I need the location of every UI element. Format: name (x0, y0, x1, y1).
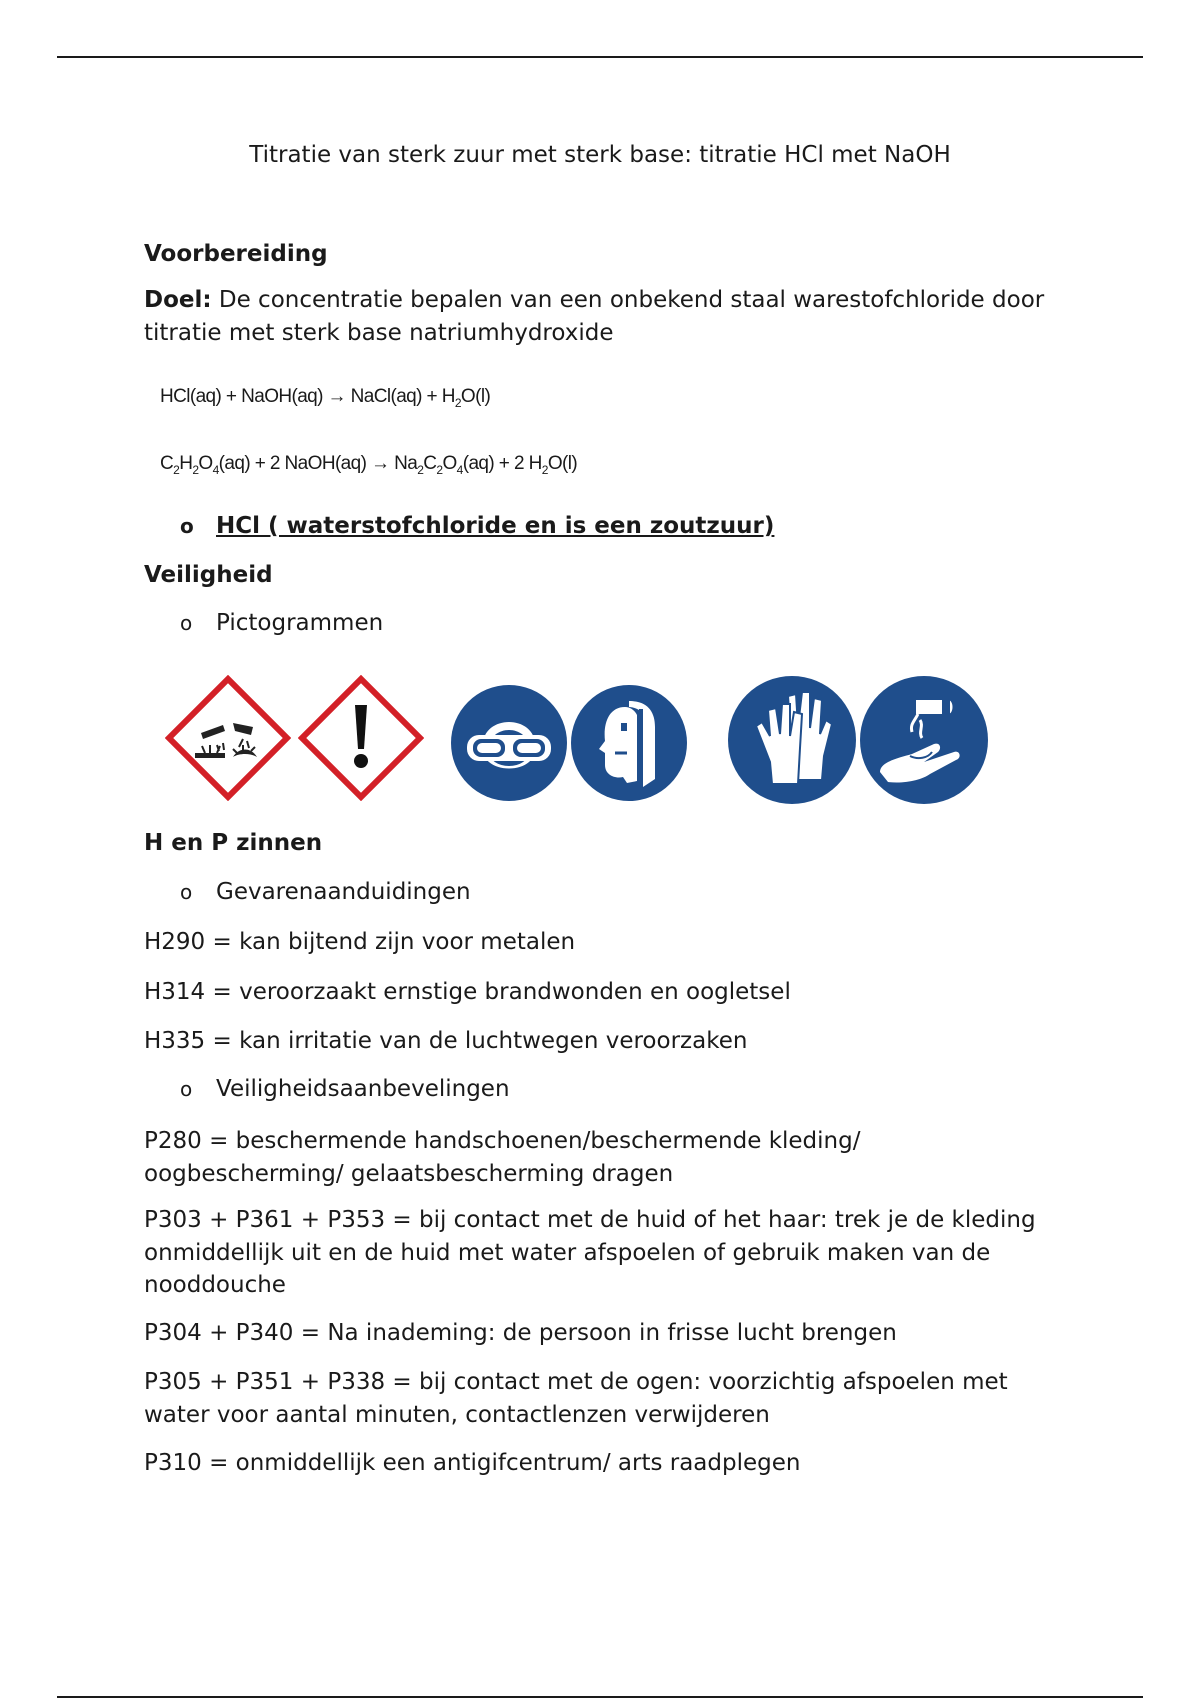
list-item-hcl (180, 510, 774, 542)
safety-goggles-icon (449, 683, 569, 803)
list-item-precaution (180, 1073, 510, 1105)
goal-paragraph (144, 284, 1064, 349)
header-rule (57, 56, 1143, 58)
bullet-mark: o (180, 880, 193, 904)
protective-gloves-icon (726, 674, 858, 806)
hazard-statement: H290 = kan bijtend zijn voor metalen (144, 929, 576, 955)
goal-text: De concentratie bepalen van een onbekend staal warestofchloride door titratie met sterk base natriumhydroxide (144, 287, 1045, 346)
footer-rule (57, 1696, 1143, 1698)
precaution-statement: P305 + P351 + P338 = bij contact met de ogen: voorzichtig afspoelen met water voor aantal minuten, contactlenzen verwijderen (144, 1369, 1008, 1428)
list-item-hazard (180, 876, 471, 908)
precaution-statement: P303 + P361 + P353 = bij contact met de huid of het haar: trek je de kleding onmiddellijk uit en de huid met water afspoelen of gebruik maken van de nooddouche (144, 1207, 1036, 1298)
equation-oxalic-naoh: $C_2H_2O_4(aq) + 2$ NaOH(aq) → $Na_2C_2O_4(aq) + 2$ $H_2O(l)$ (160, 453, 578, 477)
heading-hp-phrases: H en P zinnen (144, 830, 323, 856)
equation-hcl-naoh: HCl(aq) + NaOH(aq) → NaCl(aq) + $H_2O(l)$ (160, 386, 491, 410)
list-item-pictograms (180, 607, 383, 639)
heading-preparation: Voorbereiding (144, 241, 328, 267)
precaution-statement: P304 + P340 = Na inademing: de persoon in frisse lucht brengen (144, 1320, 897, 1346)
goal-label: Doel: (144, 287, 212, 313)
pictograms-item-text: Pictogrammen (216, 610, 384, 636)
hazard-statement: H314 = veroorzaakt ernstige brandwonden en oogletsel (144, 979, 791, 1005)
rinse-hands-icon (858, 674, 990, 806)
bullet-mark: o (180, 1077, 193, 1101)
precaution-item-text: Veiligheidsaanbevelingen (216, 1076, 510, 1102)
precaution-statement: P280 = beschermende handschoenen/beschermende kleding/ oogbescherming/ gelaatsbescherming dragen (144, 1128, 861, 1187)
heading-safety: Veiligheid (144, 562, 273, 588)
bullet-mark: o (180, 514, 194, 538)
exclamation-icon (298, 675, 424, 801)
page-title: Titratie van sterk zuur met sterk base: titratie HCl met NaOH (249, 142, 951, 168)
hazard-statement: H335 = kan irritatie van de luchtwegen veroorzaken (144, 1028, 748, 1054)
face-shield-icon (569, 683, 689, 803)
bullet-mark: o (180, 611, 193, 635)
precaution-statement: P310 = onmiddellijk een antigifcentrum/ arts raadplegen (144, 1450, 801, 1476)
corrosive-icon (165, 675, 291, 801)
hcl-item-text: HCl ( waterstofchloride en is een zoutzuur) (216, 513, 775, 539)
hazard-item-text: Gevarenaanduidingen (216, 879, 471, 905)
